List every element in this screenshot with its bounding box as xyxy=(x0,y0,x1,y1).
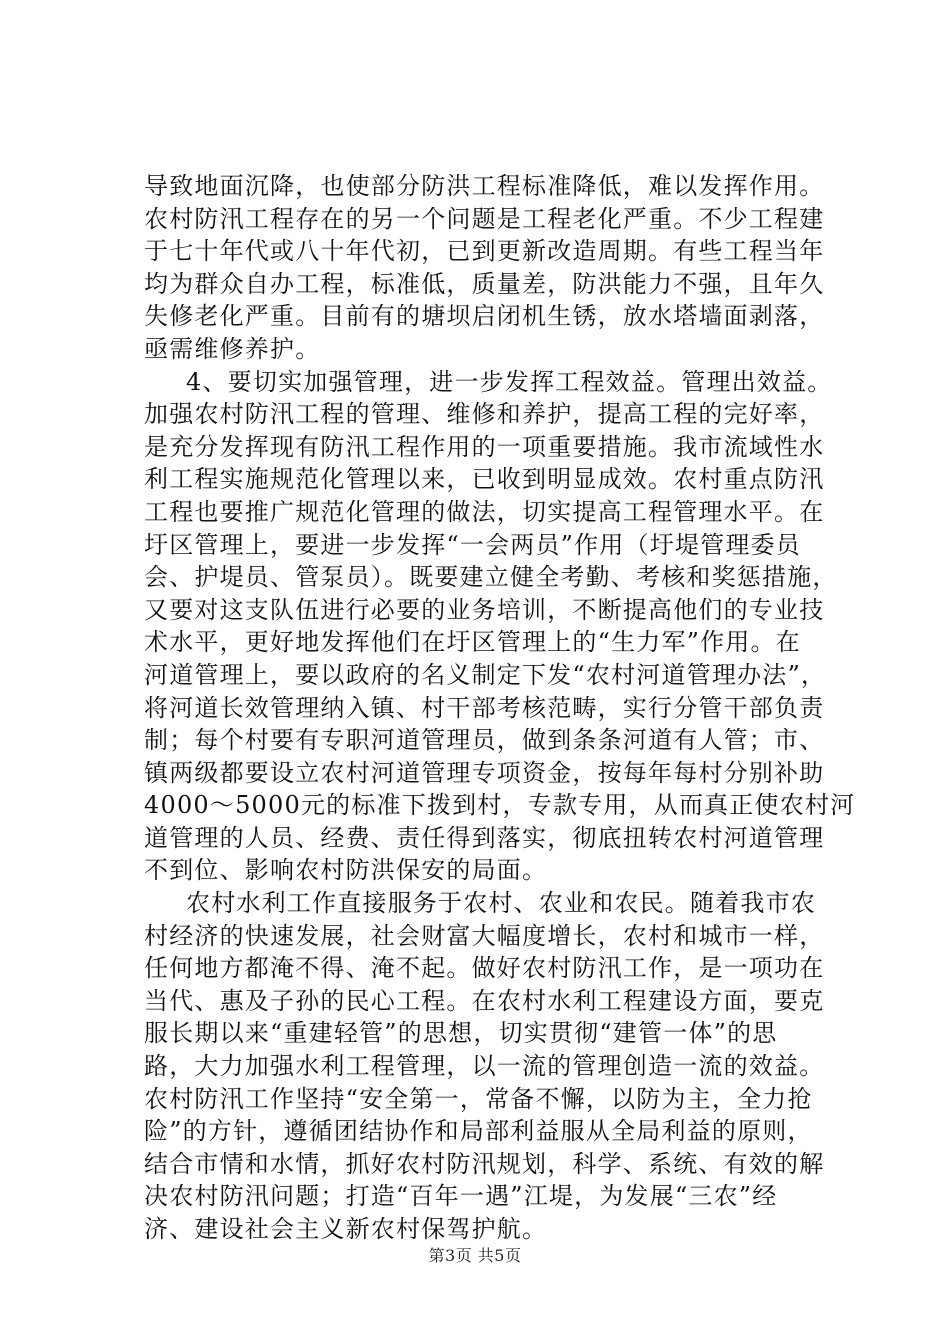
text-line: 道管理的人员、经费、责任得到落实，彻底扭转农村河道管理 xyxy=(144,823,825,852)
text-line: 险”的方针，遵循团结协作和局部利益服从全局利益的原则， xyxy=(144,1117,813,1146)
text-line: 圩区管理上，要进一步发挥“一会两员”作用（圩堤管理委员 xyxy=(144,530,801,559)
text-line: 4000～5000元的标准下拨到村，专款专用，从而真正使农村河 xyxy=(144,791,856,820)
text-line: 村经济的快速发展，社会财富大幅度增长，农村和城市一样， xyxy=(144,921,825,950)
text-line: 不到位、影响农村防洪保安的局面。 xyxy=(144,856,548,885)
text-line: 工程也要推广规范化管理的做法，切实提高工程管理水平。在 xyxy=(144,497,825,526)
text-line: 结合市情和水情，抓好农村防汛规划，科学、系统、有效的解 xyxy=(144,1149,825,1178)
text-line: 农村防汛工程存在的另一个问题是工程老化严重。不少工程建 xyxy=(144,204,825,233)
text-line: 决农村防汛问题；打造“百年一遇”江堤，为发展“三农”经 xyxy=(144,1182,778,1211)
paragraph-start-line: 4、要切实加强管理，进一步发挥工程效益。管理出效益。 xyxy=(186,367,833,396)
text-line: 路，大力加强水利工程管理，以一流的管理创造一流的效益。 xyxy=(144,1052,825,1081)
text-line: 加强农村防汛工程的管理、维修和养护，提高工程的完好率， xyxy=(144,400,825,429)
text-line: 制；每个村要有专职河道管理员，做到条条河道有人管；市、 xyxy=(144,726,825,755)
text-line: 当代、惠及子孙的民心工程。在农村水利工程建设方面，要克 xyxy=(144,986,825,1015)
text-line: 会、护堤员、管泵员）。既要建立健全考勤、考核和奖惩措施， xyxy=(144,563,838,592)
text-line: 于七十年代或八十年代初，已到更新改造周期。有些工程当年 xyxy=(144,237,825,266)
text-line: 均为群众自办工程，标准低，质量差，防洪能力不强，且年久 xyxy=(144,269,825,298)
text-line: 镇两级都要设立农村河道管理专项资金，按每年每村分别补助 xyxy=(144,758,825,787)
text-line: 是充分发挥现有防汛工程作用的一项重要措施。我市流域性水 xyxy=(144,432,825,461)
text-line: 导致地面沉降，也使部分防洪工程标准降低，难以发挥作用。 xyxy=(144,172,825,200)
text-line: 术水平，更好地发挥他们在圩区管理上的“生力军”作用。在 xyxy=(144,628,801,657)
text-line: 服长期以来“重建轻管”的思想，切实贯彻“建管一体”的思 xyxy=(144,1019,778,1048)
page-number-footer: 第3页 共5页 xyxy=(428,1246,522,1265)
text-line: 济、建设社会主义新农村保驾护航。 xyxy=(144,1215,548,1243)
text-line: 任何地方都淹不得、淹不起。做好农村防汛工作，是一项功在 xyxy=(144,954,825,983)
text-line: 又要对这支队伍进行必要的业务培训，不断提高他们的专业技 xyxy=(144,595,825,624)
text-line: 亟需维修养护。 xyxy=(144,334,321,363)
paragraph-start-line: 农村水利工作直接服务于农村、农业和农民。随着我市农 xyxy=(186,889,816,918)
text-line: 利工程实施规范化管理以来，已收到明显成效。农村重点防汛 xyxy=(144,465,825,494)
text-line: 农村防汛工作坚持“安全第一，常备不懈，以防为主，全力抢 xyxy=(144,1084,813,1113)
text-line: 失修老化严重。目前有的塘坝启闭机生锈，放水塔墙面剥落， xyxy=(144,302,825,331)
text-line: 将河道长效管理纳入镇、村干部考核范畴，实行分管干部负责 xyxy=(144,693,825,722)
document-body xyxy=(144,170,856,1246)
text-line: 河道管理上，要以政府的名义制定下发“农村河道管理办法”， xyxy=(144,660,827,689)
